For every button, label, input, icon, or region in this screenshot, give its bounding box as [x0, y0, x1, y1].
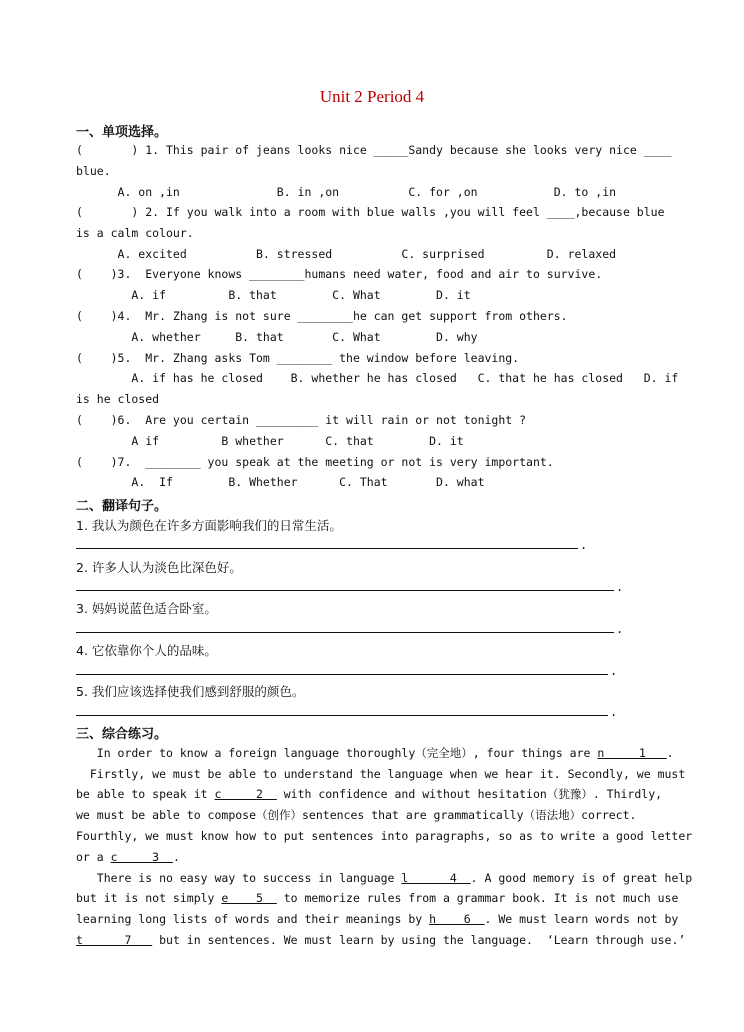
answer-line[interactable]: [76, 674, 608, 675]
passage-line: Firstly, we must be able to understand the language when we hear it. Secondly, we must: [76, 767, 686, 781]
section1-line: A. if has he closed B. whether he has closed C. that he has closed D. if: [76, 371, 679, 385]
section1-heading: 一、单项选择。: [76, 125, 168, 140]
answer-line[interactable]: [76, 715, 608, 716]
section1-line: ( )4. Mr. Zhang is not sure ________he can get support from others.: [76, 309, 568, 323]
translation-item: 5. 我们应该选择使我们感到舒服的颜色。: [76, 684, 305, 699]
section1-line: ( )3. Everyone knows ________humans need water, food and air to survive.: [76, 267, 603, 281]
line-end-mark: .: [616, 580, 624, 594]
passage-line: Fourthly, we must know how to put sentences into paragraphs, so as to write a good letter: [76, 829, 693, 843]
line-end-mark: .: [616, 622, 624, 636]
page-title: Unit 2 Period 4: [319, 87, 425, 106]
cloze-blank-4[interactable]: l 4: [401, 871, 471, 885]
section1-line: A. If B. Whether C. That D. what: [76, 475, 485, 489]
passage-line: t 7 but in sentences. We must learn by using the language. ‘Learn through use.’: [76, 933, 686, 947]
answer-line[interactable]: [76, 548, 578, 549]
section1-line: ( )7. ________ you speak at the meeting or not is very important.: [76, 455, 554, 469]
cloze-blank-7[interactable]: t 7: [76, 933, 153, 947]
translation-item: 1. 我认为颜色在许多方面影响我们的日常生活。: [76, 518, 342, 533]
translation-item: 3. 妈妈说蓝色适合卧室。: [76, 601, 217, 616]
answer-line[interactable]: [76, 590, 614, 591]
translation-item: 4. 它依靠你个人的品味。: [76, 643, 217, 658]
cloze-blank-3[interactable]: c 3: [110, 850, 173, 864]
line-end-mark: .: [610, 664, 618, 678]
section1-line: A. on ,in B. in ,on C. for ,on D. to ,in: [76, 185, 617, 199]
section3-heading: 三、综合练习。: [76, 727, 168, 742]
translation-item: 2. 许多人认为淡色比深色好。: [76, 560, 242, 575]
passage-line: or a c 3 .: [76, 850, 180, 864]
section1-line: ( )5. Mr. Zhang asks Tom ________ the window before leaving.: [76, 351, 520, 365]
answer-line[interactable]: [76, 632, 614, 633]
line-end-mark: .: [580, 538, 588, 552]
cloze-blank-1[interactable]: n 1: [597, 746, 667, 760]
passage-line: we must be able to compose（创作）sentences that are grammatically（语法地）correct.: [76, 808, 637, 822]
cloze-blank-2[interactable]: c 2: [214, 787, 277, 801]
section2-heading: 二、翻译句子。: [76, 499, 168, 514]
section1-line: is a calm colour.: [76, 226, 194, 240]
passage-line: In order to know a foreign language thoroughly（完全地）, four things are n 1 .: [76, 746, 674, 760]
passage-line: There is no easy way to success in language l 4 . A good memory is of great help: [76, 871, 693, 885]
line-end-mark: .: [610, 705, 618, 719]
section1-line: is he closed: [76, 392, 160, 406]
section1-line: ( )6. Are you certain _________ it will rain or not tonight ?: [76, 413, 527, 427]
section1-line: A if B whether C. that D. it: [76, 434, 464, 448]
cloze-blank-5[interactable]: e 5: [221, 891, 277, 905]
section1-line: A. excited B. stressed C. surprised D. relaxed: [76, 247, 617, 261]
passage-line: but it is not simply e 5 to memorize rules from a grammar book. It is not much use: [76, 891, 679, 905]
section1-line: ( ) 1. This pair of jeans looks nice _____Sandy because she looks very nice ____: [76, 143, 672, 157]
section1-line: A. whether B. that C. What D. why: [76, 330, 478, 344]
section1-line: A. if B. that C. What D. it: [76, 288, 471, 302]
cloze-blank-6[interactable]: h 6: [429, 912, 485, 926]
passage-line: be able to speak it c 2 with confidence and without hesitation（犹豫）. Thirdly,: [76, 787, 663, 801]
section1-line: ( ) 2. If you walk into a room with blue walls ,you will feel ____,because blue: [76, 205, 665, 219]
passage-line: learning long lists of words and their meanings by h 6 . We must learn words not by: [76, 912, 679, 926]
section1-line: blue.: [76, 164, 111, 178]
